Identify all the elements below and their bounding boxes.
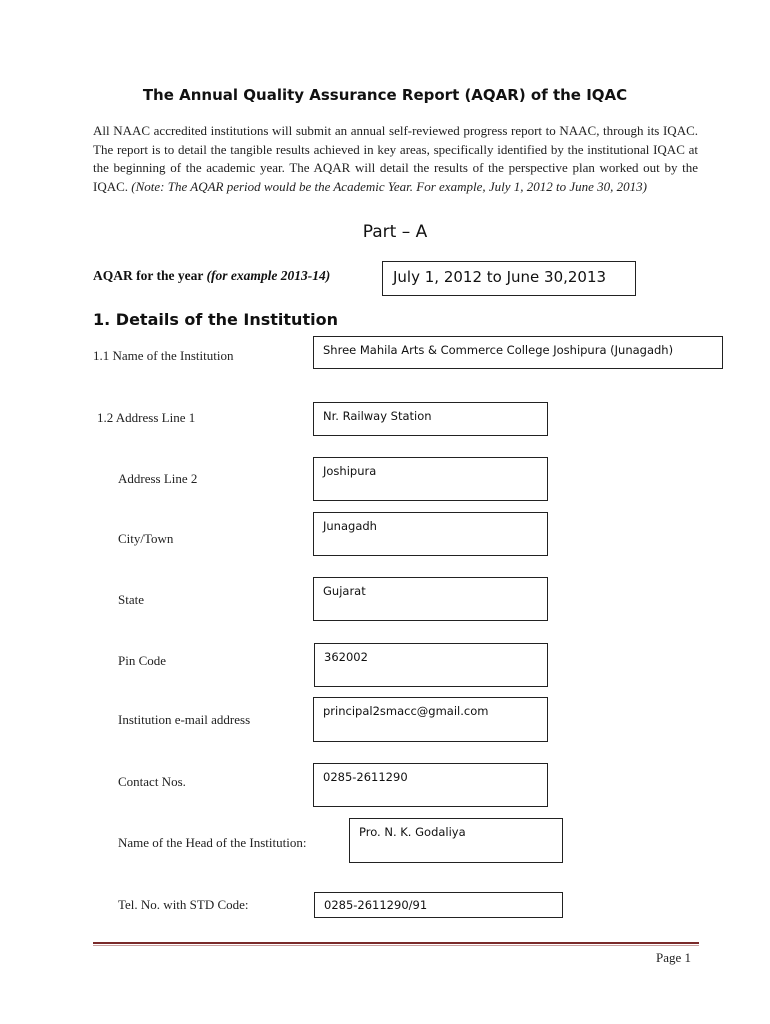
aqar-year-label	[93, 268, 330, 284]
institution-name-label: 1.1 Name of the Institution	[93, 348, 234, 363]
head-label: Name of the Head of the Institution:	[118, 835, 307, 850]
state-field[interactable]: Gujarat	[313, 577, 548, 621]
contact-field[interactable]: 0285-2611290	[313, 763, 548, 807]
contact-label: Contact Nos.	[118, 774, 186, 789]
address-line2-field[interactable]: Joshipura	[313, 457, 548, 501]
address-line2-label: Address Line 2	[118, 471, 198, 486]
aqar-year-example: (for example 2013-14)	[206, 268, 331, 283]
aqar-year-label-text: AQAR for the year	[93, 268, 207, 283]
city-label: City/Town	[118, 531, 174, 546]
email-field[interactable]: principal2smacc@gmail.com	[313, 697, 548, 742]
state-label: State	[118, 592, 144, 607]
intro-text: All NAAC accredited institutions will submit an annual self-reviewed progress report to NAAC, through its IQAC. The report is to detail the tangible results achieved in key areas, specifically identified by the institutional IQAC at the beginning of the academic year. The AQAR will detail the results of the perspective plan worked out by the IQAC.	[93, 123, 698, 194]
footer-rule-shadow	[93, 945, 699, 946]
institution-name-field[interactable]: Shree Mahila Arts & Commerce College Joshipura (Junagadh)	[313, 336, 723, 369]
footer-rule	[93, 942, 699, 944]
intro-note: (Note: The AQAR period would be the Academic Year. For example, July 1, 2012 to June 30, 2013)	[131, 178, 647, 194]
pin-code-label: Pin Code	[118, 653, 167, 668]
aqar-year-field[interactable]: July 1, 2012 to June 30,2013	[382, 261, 636, 296]
address-line1-field[interactable]: Nr. Railway Station	[313, 402, 548, 436]
section-heading: 1. Details of the Institution	[93, 310, 338, 329]
address-line1-label: 1.2 Address Line 1	[97, 410, 196, 425]
pin-code-field[interactable]: 362002	[314, 643, 548, 687]
page-number: Page 1	[656, 950, 692, 965]
report-title: The Annual Quality Assurance Report (AQAR) of the IQAC	[142, 86, 628, 104]
tel-field[interactable]: 0285-2611290/91	[314, 892, 563, 918]
head-field[interactable]: Pro. N. K. Godaliya	[349, 818, 563, 863]
email-label: Institution e-mail address	[118, 712, 251, 727]
tel-label: Tel. No. with STD Code:	[118, 897, 249, 912]
part-heading: Part – A	[362, 222, 428, 242]
city-field[interactable]: Junagadh	[313, 512, 548, 556]
intro-paragraph	[93, 122, 698, 196]
